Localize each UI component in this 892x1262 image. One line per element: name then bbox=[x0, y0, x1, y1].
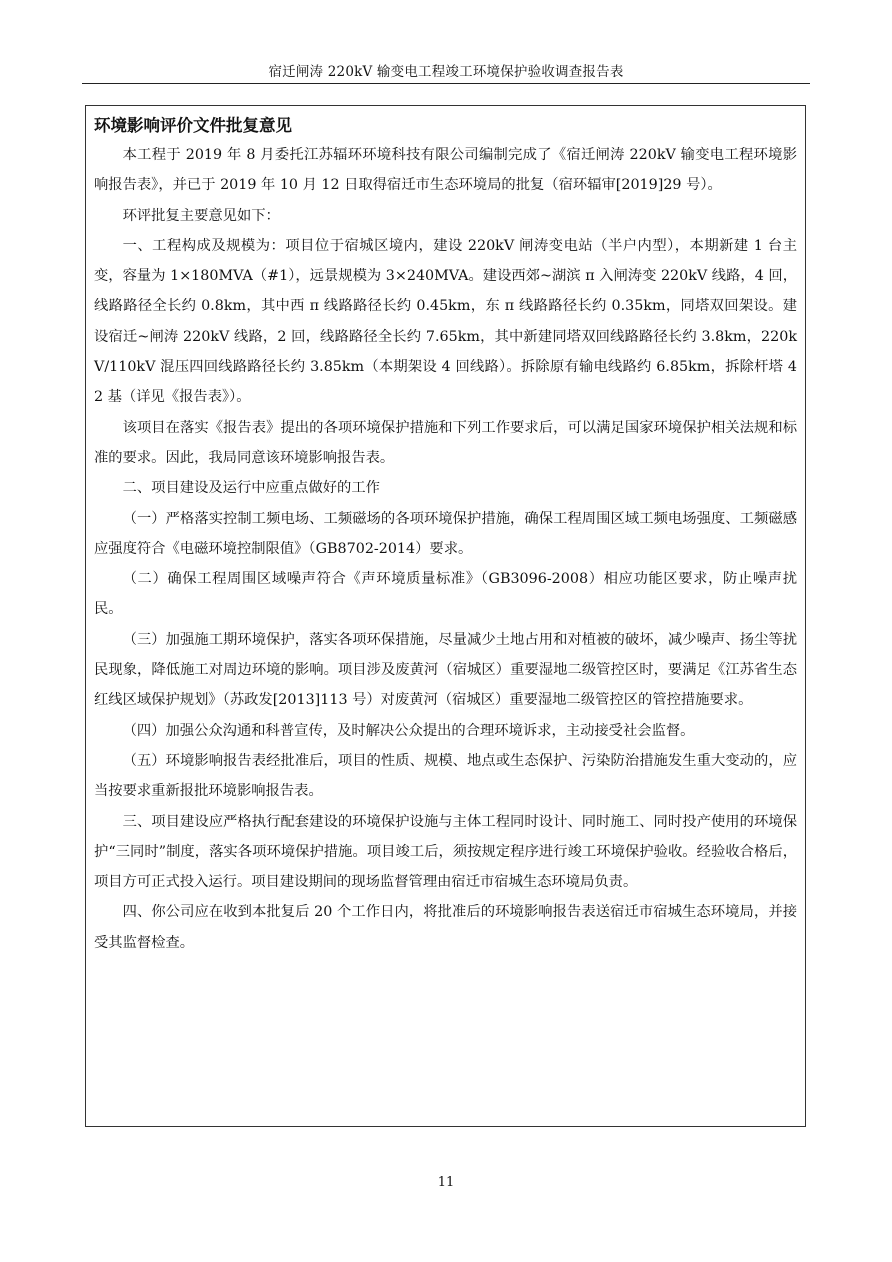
paragraph-public-communication: （四）加强公众沟通和科普宣传，及时解决公众提出的合理环境诉求，主动接受社会监督。 bbox=[122, 722, 695, 739]
paragraph-submission: 四、你公司应在收到本批复后 20 个工作日内，将批准后的环境影响报告表送宿迁市宿城生态环境局，并接受其监督检查。 bbox=[94, 904, 797, 951]
approval-opinion-box bbox=[85, 105, 806, 1127]
paragraph-noise-measures: （二）确保工程周围区域噪声符合《声环境质量标准》（GB3096-2008）相应功能区要求，防止噪声扰民。 bbox=[94, 571, 797, 618]
page-number: 11 bbox=[437, 1175, 455, 1190]
paragraph-emf-measures: （一）严格落实控制工频电场、工频磁场的各项环境保护措施，确保工程周围区域工频电场强度、工频磁感应强度符合《电磁环境控制限值》（GB8702-2014）要求。 bbox=[94, 510, 797, 557]
header-rule bbox=[82, 83, 810, 84]
paragraph-major-changes: （五）环境影响报告表经批准后，项目的性质、规模、地点或生态保护、污染防治措施发生重大变动的，应当按要求重新报批环境影响报告表。 bbox=[94, 752, 797, 800]
paragraph-key-work-heading: 二、项目建设及运行中应重点做好的工作 bbox=[122, 480, 380, 497]
section-heading: 环境影响评价文件批复意见 bbox=[94, 116, 292, 135]
paragraph-three-simultaneous: 三、项目建设应严格执行配套建设的环境保护设施与主体工程同时设计、同时施工、同时投产使用的环境保护“三同时”制度，落实各项环境保护措施。项目竣工后，须按规定程序进行竣工环境保护验收。经验收合格后，项目方可正式投入运行。项目建设期间的现场监督管理由宿迁市宿城生态环境局负责。 bbox=[94, 813, 797, 891]
paragraph-construction-protection: （三）加强施工期环境保护，落实各项环保措施，尽量减少土地占用和对植被的破坏，减少噪声、扬尘等扰民现象，降低施工对周边环境的影响。项目涉及废黄河（宿城区）重要湿地二级管控区时，要满足《江苏省生态红线区域保护规划》（苏政发[2013]113 号）对废黄河（宿城区）重要湿地二级管控区的管控措施要求。 bbox=[94, 631, 797, 709]
paragraph-project-scope: 一、工程构成及规模为：项目位于宿城区境内，建设 220kV 闸涛变电站（半户内型），本期新建 1 台主变，容量为 1×180MVA（#1），远景规模为 3×240MVA。建设西郊~湖滨 π 入闸涛变 220kV 线路，4 回，线路路径全长约 0.8km，其中西 π 线路路径长约 0.45km，东 π 线路路径长约 0.35km，同塔双回架设。建设宿迁~闸涛 220kV 线路，2 回，线路路径全长约 7.65km，其中新建同塔双回线路路径长约 3.8km，220kV/110kV 混压四回线路路径长约 3.85km（本期架设 4 回线路）。拆除原有输电线路约 6.85km，拆除杆塔 42 基（详见《报告表》）。 bbox=[94, 237, 797, 406]
paragraph-approval: 该项目在落实《报告表》提出的各项环境保护措施和下列工作要求后，可以满足国家环境保护相关法规和标准的要求。因此，我局同意该环境影响报告表。 bbox=[94, 419, 797, 466]
paragraph-main-opinions: 环评批复主要意见如下： bbox=[122, 207, 280, 224]
page-header-title: 宿迁闸涛 220kV 输变电工程竣工环境保护验收调查报告表 bbox=[268, 64, 624, 80]
paragraph-intro: 本工程于 2019 年 8 月委托江苏辐环环境科技有限公司编制完成了《宿迁闸涛 220kV 输变电工程环境影响报告表》，并已于 2019 年 10 月 12 日取得宿迁市生态环境局的批复（宿环辐审[2019]29 号）。 bbox=[94, 147, 797, 194]
